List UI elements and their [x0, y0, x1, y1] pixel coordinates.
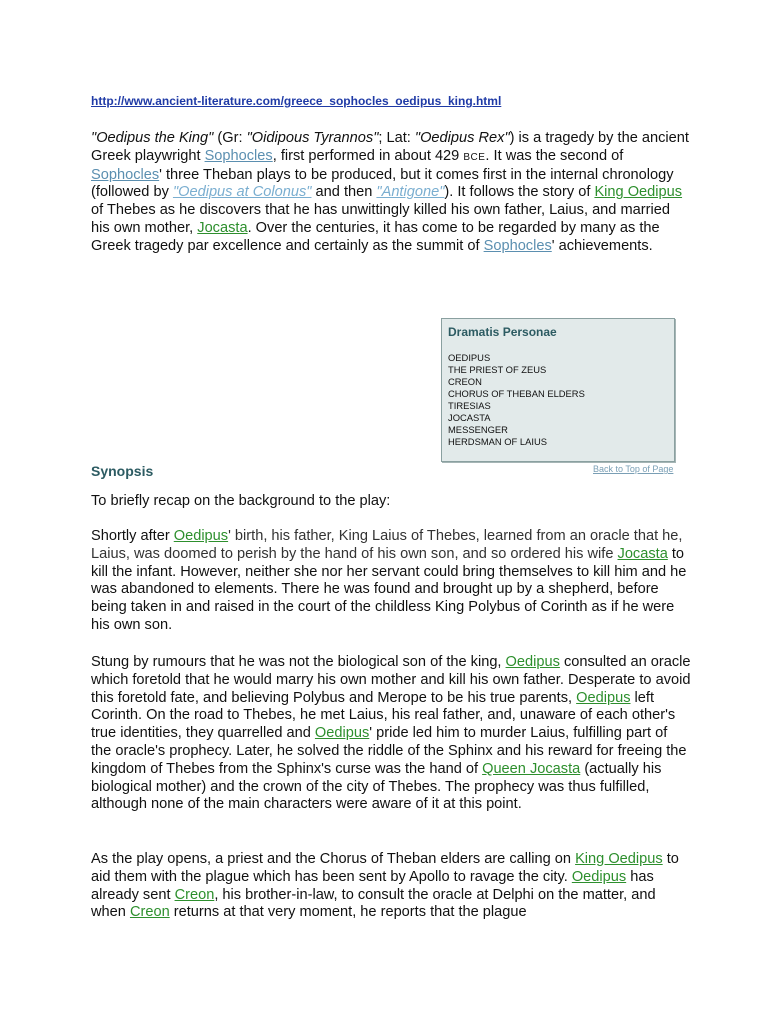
king-oedipus-link[interactable]: King Oedipus — [575, 851, 663, 867]
creon-link[interactable]: Creon — [174, 886, 215, 903]
sophocles-link[interactable]: Sophocles — [91, 166, 160, 183]
recap-paragraph: To briefly recap on the background to the play: — [91, 493, 391, 509]
text: Stung by rumours that he was not the biological son of the king, — [91, 654, 506, 670]
oedipus-link[interactable]: Oedipus — [173, 528, 229, 544]
text: ' pride led him to murder Laius, fulfilling part of the oracle's prophecy. Later, he solved the riddle of the Sphinx and his reward for freeing the kingdom of Thebes from the Sphinx's curse was the hand of — [91, 725, 687, 777]
character-item: CREON — [448, 376, 482, 387]
queen-jocasta-link[interactable]: Queen Jocasta — [482, 760, 581, 777]
text: (actually his biological mother) and the crown of the city of Thebes. The prophecy was thus fulfilled, although none of the main characters were aware of it at this point. — [91, 760, 662, 813]
jocasta-link[interactable]: Jocasta — [617, 545, 668, 562]
dramatis-personae-box — [441, 318, 675, 462]
character-item: CHORUS OF THEBAN ELDERS — [448, 388, 585, 399]
oedipus-link[interactable]: Oedipus — [571, 868, 627, 885]
character-item: MESSENGER — [448, 424, 508, 435]
character-item: THE PRIEST OF ZEUS — [448, 364, 547, 375]
character-item: JOCASTA — [448, 412, 491, 423]
source-url-link[interactable]: http://www.ancient-literature.com/greece_sophocles_oedipus_king.html — [91, 94, 502, 108]
back-to-top-link[interactable]: Back to Top of Page — [593, 464, 674, 474]
synopsis-heading: Synopsis — [91, 463, 154, 479]
text: ' achievements. — [551, 237, 653, 254]
text: As the play opens, a priest and the Chorus of Theban elders are calling on — [91, 851, 576, 867]
text: ) is a tragedy by the ancient Greek playwright — [91, 130, 689, 164]
text: . Over the centuries, it has come to be regarded by many as the Greek tragedy par excellence and certainly as the summit of — [91, 219, 660, 254]
oedipus-link[interactable]: Oedipus — [314, 725, 370, 742]
text: returns at that very moment, he reports that the plague — [169, 904, 527, 921]
text: to kill the infant. However, neither she nor her servant could bring themselves to kill him and he was abandoned to elements. There he was found and brought up by a shepherd, before being taken in and raised in the court of the childless King Polybus of Corinth as if he were his own son. — [91, 545, 687, 633]
synopsis-paragraph-3 — [91, 851, 691, 922]
character-item: OEDIPUS — [448, 352, 491, 363]
title-greek: Oidipous Tyrannos — [251, 130, 374, 146]
title-latin: Oedipus Rex — [420, 130, 505, 146]
title-oedipus-the-king: Oedipus the King — [96, 130, 209, 146]
text: to aid them with the plague which has been sent by Apollo to ravage the city. — [91, 851, 679, 885]
jocasta-link[interactable]: Jocasta — [197, 219, 248, 236]
text: , first performed in about 429 — [272, 147, 464, 164]
text: ' birth, his father, King Laius of Thebes, learned from an oracle that he, Laius, was doomed to perish by the hand of his own son, and so ordered his wife — [91, 528, 683, 562]
oedipus-link[interactable]: Oedipus — [576, 689, 631, 706]
intro-paragraph: "Oedipus the King" (Gr: "Oidipous Tyrannos"; Lat: "Oedipus Rex") is a tragedy by the ancient Greek playwright Sophocles, first performed in about 429 BCE. It was the second of Sophocles' three Theban plays to be produced, but it comes first in the internal chronology (followed by "Oedipus at Colonus" and then "Antigone"). It follows the story of King Oedipus of Thebes as he discovers that he has unwittingly killed his own father, Laius, and married his own mother, Jocasta. Over the centuries, it has come to be regarded by many as the Greek tragedy par excellence and certainly as the summit of Sophocles' achievements. — [91, 130, 689, 254]
text: ; Lat: — [378, 130, 415, 146]
text: . It was the second of — [485, 147, 624, 164]
king-oedipus-link[interactable]: King Oedipus — [594, 184, 683, 201]
text: ). It follows the story of — [444, 184, 595, 201]
oedipus-link[interactable]: Oedipus — [505, 654, 560, 670]
synopsis-paragraph-1 — [91, 528, 691, 635]
text: of Thebes as he discovers that he has unwittingly killed his own father, Laius, and married his own mother, — [91, 202, 670, 236]
creon-link[interactable]: Creon — [129, 904, 170, 921]
text: left Corinth. On the road to Thebes, he met Laius, his real father, and, unaware of each other's true identities, they quarrelled and — [91, 689, 676, 742]
bce-label: BCE — [463, 151, 486, 163]
oedipus-at-colonus-link[interactable]: "Oedipus at Colonus" — [172, 184, 312, 201]
text: Shortly after — [91, 528, 174, 544]
text: (Gr: — [213, 130, 247, 146]
dramatis-personae-title: Dramatis Personae — [448, 325, 557, 339]
text: , his brother-in-law, to consult the oracle at Delphi on the matter, and when — [91, 886, 656, 921]
text: and then — [311, 184, 377, 201]
synopsis-paragraph-2 — [91, 654, 691, 814]
sophocles-link[interactable]: Sophocles — [204, 147, 273, 164]
text: has already sent — [91, 868, 654, 903]
sophocles-link[interactable]: Sophocles — [483, 237, 552, 254]
text: consulted an oracle which foretold that he would marry his own mother and kill his own father. Desperate to avoid this foretold fate, and believing Polybus and Merope to be his true parents, — [91, 654, 691, 706]
text: ' three Theban plays to be produced, but it comes first in the internal chronology (followed by — [91, 166, 674, 201]
character-item: TIRESIAS — [448, 400, 491, 411]
character-item: HERDSMAN OF LAIUS — [448, 436, 547, 447]
antigone-link[interactable]: "Antigone" — [376, 184, 445, 201]
